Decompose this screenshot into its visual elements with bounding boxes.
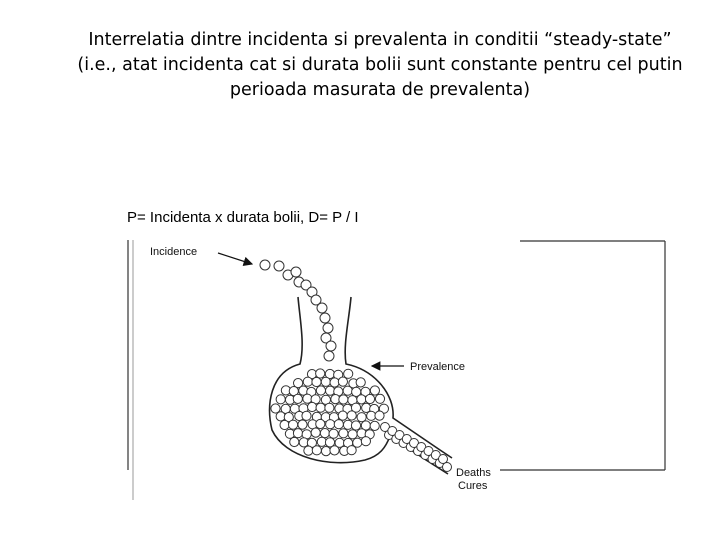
particle <box>339 395 348 404</box>
particle <box>320 313 330 323</box>
particle <box>321 447 330 456</box>
prevalence-label: Prevalence <box>410 361 466 373</box>
incidence-arrow <box>218 253 252 264</box>
particle <box>443 463 452 472</box>
particle <box>276 395 285 404</box>
particle <box>303 377 312 386</box>
particle <box>370 421 379 430</box>
particle <box>293 394 302 403</box>
particle <box>320 429 329 438</box>
particle <box>329 429 338 438</box>
title-line-3: perioada masurata de prevalenta) <box>229 80 531 100</box>
particle <box>308 402 317 411</box>
particle <box>347 446 356 455</box>
particle <box>357 413 366 422</box>
particle <box>260 260 270 270</box>
particle <box>312 377 321 386</box>
particle <box>357 395 366 404</box>
particle <box>375 411 384 420</box>
particle <box>274 261 284 271</box>
particle <box>356 378 365 387</box>
particle <box>311 428 320 437</box>
particle <box>326 341 336 351</box>
particle <box>375 394 384 403</box>
particle <box>348 430 357 439</box>
particle <box>334 420 343 429</box>
particle <box>347 411 356 420</box>
particle <box>321 377 330 386</box>
particle <box>330 446 339 455</box>
particle <box>302 411 311 420</box>
particle <box>316 369 325 378</box>
particle <box>365 394 374 403</box>
particle <box>289 420 298 429</box>
particle <box>304 446 313 455</box>
particle <box>325 403 334 412</box>
particle <box>290 437 299 446</box>
particle <box>361 437 370 446</box>
deaths-label: Deaths <box>456 467 491 479</box>
particle <box>316 386 325 395</box>
particle <box>280 420 289 429</box>
particle <box>351 421 360 430</box>
particle <box>339 429 348 438</box>
particle <box>370 386 379 395</box>
particle <box>343 386 352 395</box>
particle <box>324 351 334 361</box>
cures-label: Cures <box>458 480 488 492</box>
particle <box>291 267 301 277</box>
particle <box>338 411 347 420</box>
particle <box>338 377 347 386</box>
title-line-1: Interrelatia dintre incidenta si prevalenta in conditii “steady-state” <box>88 30 672 50</box>
particle <box>293 429 302 438</box>
particle <box>317 303 327 313</box>
title-line-2: (i.e., atat incidenta cat si durata bolii sunt constante pentru cel putin <box>77 55 683 75</box>
particle <box>316 419 325 428</box>
formula-text: P= Incidenta x durata bolii, D= P / I <box>127 209 359 226</box>
incidence-label: Incidence <box>150 246 198 258</box>
particle <box>323 323 333 333</box>
particle <box>298 420 307 429</box>
particle <box>330 378 339 387</box>
particle <box>312 446 321 455</box>
particle <box>316 403 325 412</box>
particle <box>326 420 335 429</box>
